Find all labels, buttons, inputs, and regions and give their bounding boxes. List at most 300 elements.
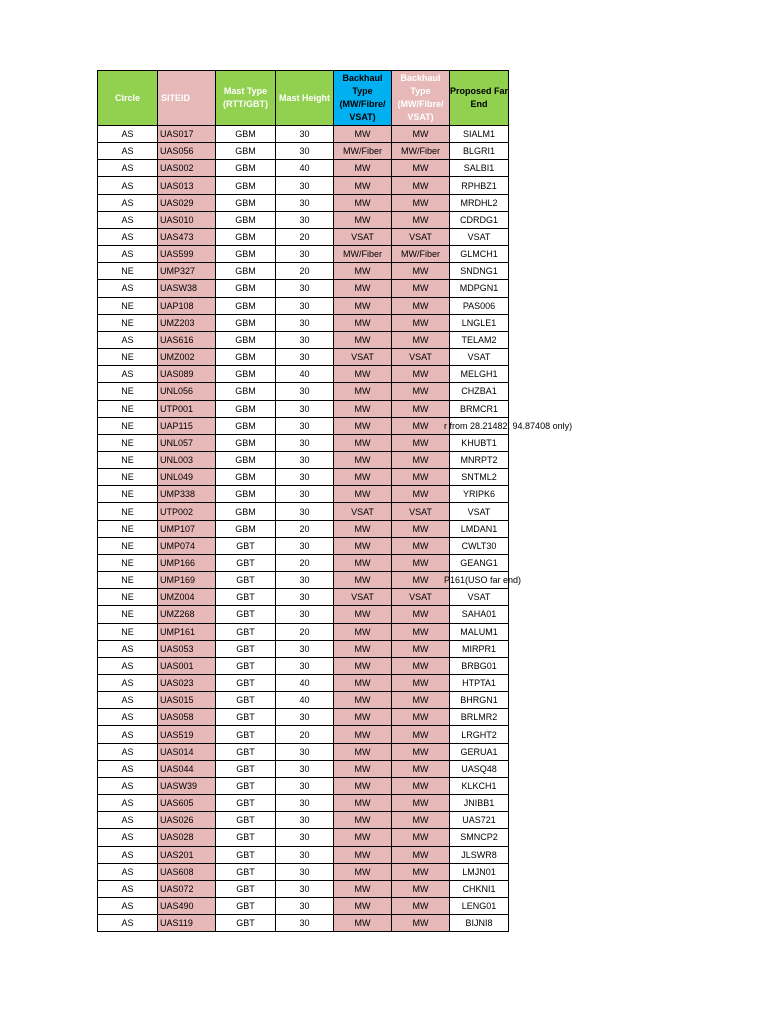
cell-siteid: UMP107 bbox=[158, 520, 216, 537]
cell-circle: AS bbox=[98, 143, 158, 160]
cell-backhaul-type: MW bbox=[334, 709, 392, 726]
table-row bbox=[98, 743, 509, 760]
cell-mast-height: 30 bbox=[276, 829, 334, 846]
cell-siteid: UMZ203 bbox=[158, 314, 216, 331]
cell-proposed-far-end: LMJN01 bbox=[450, 863, 509, 880]
table-row bbox=[98, 331, 509, 348]
cell-mast-type: GBM bbox=[216, 297, 276, 314]
cell-proposed-far-end: CWLT30 bbox=[450, 537, 509, 554]
cell-proposed-far-end: VSAT bbox=[450, 503, 509, 520]
cell-siteid: UAS028 bbox=[158, 829, 216, 846]
table-row bbox=[98, 880, 509, 897]
cell-backhaul-type: MW bbox=[334, 572, 392, 589]
cell-mast-type: GBT bbox=[216, 572, 276, 589]
cell-circle: AS bbox=[98, 331, 158, 348]
cell-backhaul-type: MW bbox=[334, 314, 392, 331]
cell-mast-type: GBT bbox=[216, 692, 276, 709]
cell-backhaul-type: MW bbox=[334, 331, 392, 348]
cell-backhaul-type: MW bbox=[334, 777, 392, 794]
cell-backhaul-type: MW bbox=[334, 657, 392, 674]
far-end-overflow-text: P161(USO far end) bbox=[444, 575, 522, 586]
cell-proposed-far-end: GLMCH1 bbox=[450, 246, 509, 263]
cell-mast-height: 30 bbox=[276, 709, 334, 726]
cell-siteid: UAS490 bbox=[158, 898, 216, 915]
cell-backhaul-type-2: MW bbox=[392, 126, 450, 143]
cell-proposed-far-end: SALBI1 bbox=[450, 160, 509, 177]
table-row bbox=[98, 211, 509, 228]
cell-backhaul-type: MW bbox=[334, 812, 392, 829]
cell-mast-type: GBM bbox=[216, 486, 276, 503]
cell-proposed-far-end: CHZBA1 bbox=[450, 383, 509, 400]
cell-circle: AS bbox=[98, 675, 158, 692]
cell-circle: AS bbox=[98, 898, 158, 915]
cell-siteid: UAS015 bbox=[158, 692, 216, 709]
cell-proposed-far-end: LRGHT2 bbox=[450, 726, 509, 743]
cell-proposed-far-end: MALUM1 bbox=[450, 623, 509, 640]
cell-mast-type: GBM bbox=[216, 451, 276, 468]
cell-backhaul-type-2: MW bbox=[392, 829, 450, 846]
header-circle: Circle bbox=[98, 71, 158, 126]
cell-siteid: UAS029 bbox=[158, 194, 216, 211]
cell-mast-type: GBT bbox=[216, 829, 276, 846]
cell-proposed-far-end: BHRGN1 bbox=[450, 692, 509, 709]
cell-circle: AS bbox=[98, 915, 158, 932]
cell-backhaul-type: VSAT bbox=[334, 349, 392, 366]
table-row bbox=[98, 795, 509, 812]
cell-circle: AS bbox=[98, 177, 158, 194]
cell-mast-height: 30 bbox=[276, 589, 334, 606]
cell-siteid: UAS053 bbox=[158, 640, 216, 657]
cell-siteid: UAS119 bbox=[158, 915, 216, 932]
cell-circle: NE bbox=[98, 434, 158, 451]
table-row bbox=[98, 143, 509, 160]
cell-circle: AS bbox=[98, 726, 158, 743]
cell-mast-height: 30 bbox=[276, 486, 334, 503]
cell-mast-height: 30 bbox=[276, 177, 334, 194]
cell-circle: AS bbox=[98, 194, 158, 211]
cell-proposed-far-end: VSAT bbox=[450, 228, 509, 245]
cell-mast-type: GBM bbox=[216, 126, 276, 143]
cell-siteid: UAS089 bbox=[158, 366, 216, 383]
cell-backhaul-type-2: VSAT bbox=[392, 503, 450, 520]
cell-backhaul-type: MW bbox=[334, 451, 392, 468]
cell-circle: AS bbox=[98, 760, 158, 777]
cell-backhaul-type: MW bbox=[334, 126, 392, 143]
cell-circle: AS bbox=[98, 228, 158, 245]
cell-mast-type: GBM bbox=[216, 331, 276, 348]
cell-mast-type: GBT bbox=[216, 795, 276, 812]
cell-backhaul-type-2: MW bbox=[392, 211, 450, 228]
cell-mast-type: GBT bbox=[216, 743, 276, 760]
cell-proposed-far-end: MRDHL2 bbox=[450, 194, 509, 211]
cell-backhaul-type: MW bbox=[334, 520, 392, 537]
cell-circle: NE bbox=[98, 486, 158, 503]
table-row bbox=[98, 503, 509, 520]
cell-circle: NE bbox=[98, 417, 158, 434]
cell-siteid: UAS044 bbox=[158, 760, 216, 777]
cell-siteid: UAS599 bbox=[158, 246, 216, 263]
cell-siteid: UAP115 bbox=[158, 417, 216, 434]
cell-siteid: UAS002 bbox=[158, 160, 216, 177]
cell-backhaul-type: MW bbox=[334, 160, 392, 177]
table-row bbox=[98, 572, 509, 589]
header-proposed-far-end: Proposed Far End bbox=[450, 71, 509, 126]
cell-backhaul-type-2: MW bbox=[392, 675, 450, 692]
cell-mast-type: GBM bbox=[216, 349, 276, 366]
cell-mast-height: 30 bbox=[276, 194, 334, 211]
table-row bbox=[98, 812, 509, 829]
cell-mast-type: GBM bbox=[216, 469, 276, 486]
cell-proposed-far-end: VSAT bbox=[450, 349, 509, 366]
cell-mast-height: 30 bbox=[276, 400, 334, 417]
cell-backhaul-type-2: MW bbox=[392, 657, 450, 674]
cell-mast-type: GBM bbox=[216, 383, 276, 400]
cell-siteid: UNL057 bbox=[158, 434, 216, 451]
cell-backhaul-type-2: VSAT bbox=[392, 589, 450, 606]
cell-backhaul-type: MW bbox=[334, 280, 392, 297]
cell-siteid: UAS473 bbox=[158, 228, 216, 245]
cell-proposed-far-end: CHKNI1 bbox=[450, 880, 509, 897]
cell-siteid: UASW38 bbox=[158, 280, 216, 297]
cell-siteid: UAS010 bbox=[158, 211, 216, 228]
table-row bbox=[98, 623, 509, 640]
cell-backhaul-type-2: MW bbox=[392, 777, 450, 794]
cell-backhaul-type-2: VSAT bbox=[392, 228, 450, 245]
cell-proposed-far-end: KHUBT1 bbox=[450, 434, 509, 451]
cell-mast-type: GBM bbox=[216, 177, 276, 194]
cell-backhaul-type-2: MW bbox=[392, 692, 450, 709]
table-row bbox=[98, 915, 509, 932]
cell-siteid: UMP166 bbox=[158, 554, 216, 571]
cell-proposed-far-end: KLKCH1 bbox=[450, 777, 509, 794]
cell-proposed-far-end: MDPGN1 bbox=[450, 280, 509, 297]
cell-mast-height: 30 bbox=[276, 743, 334, 760]
table-row bbox=[98, 469, 509, 486]
table-row bbox=[98, 520, 509, 537]
table-row bbox=[98, 554, 509, 571]
cell-mast-height: 30 bbox=[276, 640, 334, 657]
table-row bbox=[98, 726, 509, 743]
cell-circle: NE bbox=[98, 503, 158, 520]
cell-proposed-far-end: BIJNI8 bbox=[450, 915, 509, 932]
cell-mast-height: 30 bbox=[276, 537, 334, 554]
cell-mast-height: 30 bbox=[276, 280, 334, 297]
cell-mast-height: 30 bbox=[276, 451, 334, 468]
cell-proposed-far-end: PAS006 bbox=[450, 297, 509, 314]
cell-proposed-far-end: TELAM2 bbox=[450, 331, 509, 348]
cell-backhaul-type-2: MW bbox=[392, 177, 450, 194]
cell-backhaul-type-2: MW bbox=[392, 263, 450, 280]
cell-circle: NE bbox=[98, 451, 158, 468]
cell-backhaul-type-2: MW bbox=[392, 915, 450, 932]
table-row bbox=[98, 863, 509, 880]
cell-backhaul-type: MW bbox=[334, 640, 392, 657]
cell-backhaul-type: MW bbox=[334, 366, 392, 383]
table-row bbox=[98, 675, 509, 692]
cell-mast-height: 20 bbox=[276, 263, 334, 280]
cell-proposed-far-end bbox=[444, 572, 522, 589]
cell-siteid: UMP161 bbox=[158, 623, 216, 640]
cell-mast-type: GBM bbox=[216, 280, 276, 297]
cell-backhaul-type-2: MW bbox=[392, 743, 450, 760]
table-row bbox=[98, 280, 509, 297]
cell-proposed-far-end: SIALM1 bbox=[450, 126, 509, 143]
cell-mast-height: 20 bbox=[276, 726, 334, 743]
table-row bbox=[98, 366, 509, 383]
cell-siteid: UAS608 bbox=[158, 863, 216, 880]
cell-mast-height: 20 bbox=[276, 554, 334, 571]
cell-mast-type: GBT bbox=[216, 675, 276, 692]
cell-mast-height: 20 bbox=[276, 520, 334, 537]
cell-mast-type: GBM bbox=[216, 143, 276, 160]
table-row bbox=[98, 709, 509, 726]
cell-proposed-far-end: GEANG1 bbox=[450, 554, 509, 571]
cell-backhaul-type-2: MW bbox=[392, 898, 450, 915]
cell-siteid: UAS013 bbox=[158, 177, 216, 194]
cell-circle: AS bbox=[98, 777, 158, 794]
cell-mast-height: 40 bbox=[276, 160, 334, 177]
cell-backhaul-type: MW bbox=[334, 211, 392, 228]
header-backhaul-type: Backhaul Type (MW/Fibre/ VSAT) bbox=[334, 71, 392, 126]
cell-mast-type: GBT bbox=[216, 915, 276, 932]
cell-backhaul-type-2: MW bbox=[392, 863, 450, 880]
cell-mast-height: 30 bbox=[276, 880, 334, 897]
cell-siteid: UMP338 bbox=[158, 486, 216, 503]
cell-mast-type: GBM bbox=[216, 400, 276, 417]
cell-proposed-far-end: SMNCP2 bbox=[450, 829, 509, 846]
cell-mast-type: GBM bbox=[216, 417, 276, 434]
cell-circle: AS bbox=[98, 743, 158, 760]
cell-mast-height: 30 bbox=[276, 915, 334, 932]
table-row bbox=[98, 846, 509, 863]
cell-circle: NE bbox=[98, 623, 158, 640]
cell-proposed-far-end: BLGRI1 bbox=[450, 143, 509, 160]
cell-mast-type: GBT bbox=[216, 640, 276, 657]
cell-proposed-far-end: CDRDG1 bbox=[450, 211, 509, 228]
cell-mast-type: GBT bbox=[216, 709, 276, 726]
cell-siteid: UAS023 bbox=[158, 675, 216, 692]
table-row bbox=[98, 314, 509, 331]
cell-proposed-far-end: GERUA1 bbox=[450, 743, 509, 760]
table-row bbox=[98, 417, 509, 434]
cell-mast-type: GBT bbox=[216, 623, 276, 640]
cell-mast-height: 30 bbox=[276, 211, 334, 228]
cell-mast-height: 30 bbox=[276, 314, 334, 331]
table-row bbox=[98, 400, 509, 417]
cell-backhaul-type: MW bbox=[334, 863, 392, 880]
cell-circle: AS bbox=[98, 863, 158, 880]
cell-mast-type: GBT bbox=[216, 537, 276, 554]
cell-backhaul-type-2: MW/Fiber bbox=[392, 143, 450, 160]
cell-mast-height: 30 bbox=[276, 297, 334, 314]
table-row bbox=[98, 349, 509, 366]
cell-circle: AS bbox=[98, 829, 158, 846]
cell-mast-type: GBM bbox=[216, 434, 276, 451]
cell-circle: NE bbox=[98, 383, 158, 400]
cell-siteid: UAS058 bbox=[158, 709, 216, 726]
cell-mast-type: GBT bbox=[216, 589, 276, 606]
table-row bbox=[98, 194, 509, 211]
cell-circle: AS bbox=[98, 366, 158, 383]
cell-mast-type: GBT bbox=[216, 863, 276, 880]
cell-backhaul-type-2: MW bbox=[392, 331, 450, 348]
cell-backhaul-type-2: MW bbox=[392, 572, 450, 589]
cell-mast-type: GBM bbox=[216, 366, 276, 383]
cell-mast-height: 30 bbox=[276, 331, 334, 348]
cell-mast-type: GBM bbox=[216, 194, 276, 211]
table-row bbox=[98, 640, 509, 657]
table-row bbox=[98, 451, 509, 468]
cell-mast-type: GBM bbox=[216, 228, 276, 245]
cell-backhaul-type: MW bbox=[334, 898, 392, 915]
cell-circle: AS bbox=[98, 246, 158, 263]
cell-siteid: UNL056 bbox=[158, 383, 216, 400]
cell-backhaul-type: MW bbox=[334, 829, 392, 846]
cell-siteid: UAS017 bbox=[158, 126, 216, 143]
far-end-overflow-text: r from 28.21482, 94.87408 only) bbox=[444, 420, 573, 431]
cell-siteid: UMZ004 bbox=[158, 589, 216, 606]
cell-backhaul-type-2: MW bbox=[392, 520, 450, 537]
cell-backhaul-type: MW bbox=[334, 537, 392, 554]
table-row bbox=[98, 177, 509, 194]
cell-backhaul-type-2: MW bbox=[392, 417, 450, 434]
cell-backhaul-type: MW bbox=[334, 177, 392, 194]
cell-circle: AS bbox=[98, 880, 158, 897]
cell-backhaul-type: MW bbox=[334, 194, 392, 211]
table-row bbox=[98, 829, 509, 846]
cell-proposed-far-end: LENG01 bbox=[450, 898, 509, 915]
cell-mast-height: 30 bbox=[276, 777, 334, 794]
cell-proposed-far-end: UAS721 bbox=[450, 812, 509, 829]
cell-mast-type: GBM bbox=[216, 160, 276, 177]
cell-backhaul-type-2: MW bbox=[392, 606, 450, 623]
cell-proposed-far-end bbox=[444, 417, 573, 434]
cell-siteid: UAS605 bbox=[158, 795, 216, 812]
cell-backhaul-type-2: MW bbox=[392, 640, 450, 657]
cell-proposed-far-end: SNTML2 bbox=[450, 469, 509, 486]
cell-backhaul-type-2: MW bbox=[392, 795, 450, 812]
cell-backhaul-type: MW bbox=[334, 623, 392, 640]
cell-backhaul-type: MW bbox=[334, 692, 392, 709]
cell-backhaul-type-2: MW bbox=[392, 314, 450, 331]
cell-backhaul-type-2: MW bbox=[392, 469, 450, 486]
cell-mast-height: 30 bbox=[276, 760, 334, 777]
table-row bbox=[98, 246, 509, 263]
cell-backhaul-type: MW bbox=[334, 726, 392, 743]
cell-mast-type: GBM bbox=[216, 503, 276, 520]
cell-mast-height: 30 bbox=[276, 898, 334, 915]
cell-backhaul-type-2: MW bbox=[392, 554, 450, 571]
cell-mast-height: 20 bbox=[276, 623, 334, 640]
cell-mast-height: 30 bbox=[276, 503, 334, 520]
cell-mast-height: 30 bbox=[276, 657, 334, 674]
cell-backhaul-type: MW bbox=[334, 434, 392, 451]
cell-circle: NE bbox=[98, 297, 158, 314]
table-row bbox=[98, 297, 509, 314]
cell-backhaul-type: MW bbox=[334, 915, 392, 932]
cell-mast-type: GBT bbox=[216, 898, 276, 915]
cell-backhaul-type-2: MW bbox=[392, 880, 450, 897]
cell-proposed-far-end: RPHBZ1 bbox=[450, 177, 509, 194]
cell-mast-type: GBT bbox=[216, 606, 276, 623]
header-row bbox=[98, 71, 509, 126]
cell-backhaul-type-2: MW bbox=[392, 709, 450, 726]
cell-backhaul-type-2: MW bbox=[392, 812, 450, 829]
table-row bbox=[98, 160, 509, 177]
cell-siteid: UTP001 bbox=[158, 400, 216, 417]
cell-mast-type: GBT bbox=[216, 760, 276, 777]
cell-backhaul-type: MW bbox=[334, 417, 392, 434]
cell-siteid: UAS201 bbox=[158, 846, 216, 863]
cell-backhaul-type-2: VSAT bbox=[392, 349, 450, 366]
cell-backhaul-type-2: MW bbox=[392, 486, 450, 503]
cell-mast-height: 30 bbox=[276, 434, 334, 451]
cell-circle: NE bbox=[98, 537, 158, 554]
site-table bbox=[97, 70, 573, 932]
cell-siteid: UASW39 bbox=[158, 777, 216, 794]
cell-proposed-far-end: BRMCR1 bbox=[450, 400, 509, 417]
cell-circle: AS bbox=[98, 160, 158, 177]
cell-mast-type: GBM bbox=[216, 314, 276, 331]
table-row bbox=[98, 486, 509, 503]
cell-proposed-far-end: LMDAN1 bbox=[450, 520, 509, 537]
cell-siteid: UMP327 bbox=[158, 263, 216, 280]
cell-backhaul-type: MW bbox=[334, 554, 392, 571]
cell-backhaul-type-2: MW bbox=[392, 383, 450, 400]
cell-mast-type: GBT bbox=[216, 880, 276, 897]
cell-backhaul-type-2: MW bbox=[392, 194, 450, 211]
cell-circle: AS bbox=[98, 126, 158, 143]
cell-backhaul-type: MW bbox=[334, 486, 392, 503]
cell-backhaul-type: MW bbox=[334, 469, 392, 486]
cell-backhaul-type-2: MW bbox=[392, 297, 450, 314]
cell-backhaul-type-2: MW bbox=[392, 280, 450, 297]
cell-backhaul-type: MW bbox=[334, 400, 392, 417]
cell-circle: AS bbox=[98, 211, 158, 228]
cell-mast-height: 30 bbox=[276, 795, 334, 812]
cell-proposed-far-end: VSAT bbox=[450, 589, 509, 606]
cell-mast-type: GBT bbox=[216, 812, 276, 829]
cell-backhaul-type: MW bbox=[334, 606, 392, 623]
cell-proposed-far-end: JLSWR8 bbox=[450, 846, 509, 863]
cell-mast-type: GBT bbox=[216, 554, 276, 571]
table-row bbox=[98, 434, 509, 451]
cell-mast-height: 40 bbox=[276, 675, 334, 692]
cell-mast-type: GBT bbox=[216, 657, 276, 674]
table-row bbox=[98, 263, 509, 280]
cell-mast-height: 30 bbox=[276, 863, 334, 880]
cell-backhaul-type: MW bbox=[334, 795, 392, 812]
cell-mast-height: 30 bbox=[276, 383, 334, 400]
cell-circle: AS bbox=[98, 812, 158, 829]
cell-circle: AS bbox=[98, 692, 158, 709]
cell-siteid: UAP108 bbox=[158, 297, 216, 314]
cell-siteid: UTP002 bbox=[158, 503, 216, 520]
cell-mast-height: 40 bbox=[276, 692, 334, 709]
table-row bbox=[98, 383, 509, 400]
cell-siteid: UAS072 bbox=[158, 880, 216, 897]
cell-backhaul-type: VSAT bbox=[334, 589, 392, 606]
cell-mast-height: 30 bbox=[276, 606, 334, 623]
cell-circle: NE bbox=[98, 400, 158, 417]
cell-mast-height: 30 bbox=[276, 126, 334, 143]
cell-mast-height: 40 bbox=[276, 366, 334, 383]
cell-circle: NE bbox=[98, 349, 158, 366]
cell-proposed-far-end: YRIPK6 bbox=[450, 486, 509, 503]
cell-siteid: UAS056 bbox=[158, 143, 216, 160]
cell-backhaul-type: MW bbox=[334, 760, 392, 777]
cell-backhaul-type: MW bbox=[334, 383, 392, 400]
